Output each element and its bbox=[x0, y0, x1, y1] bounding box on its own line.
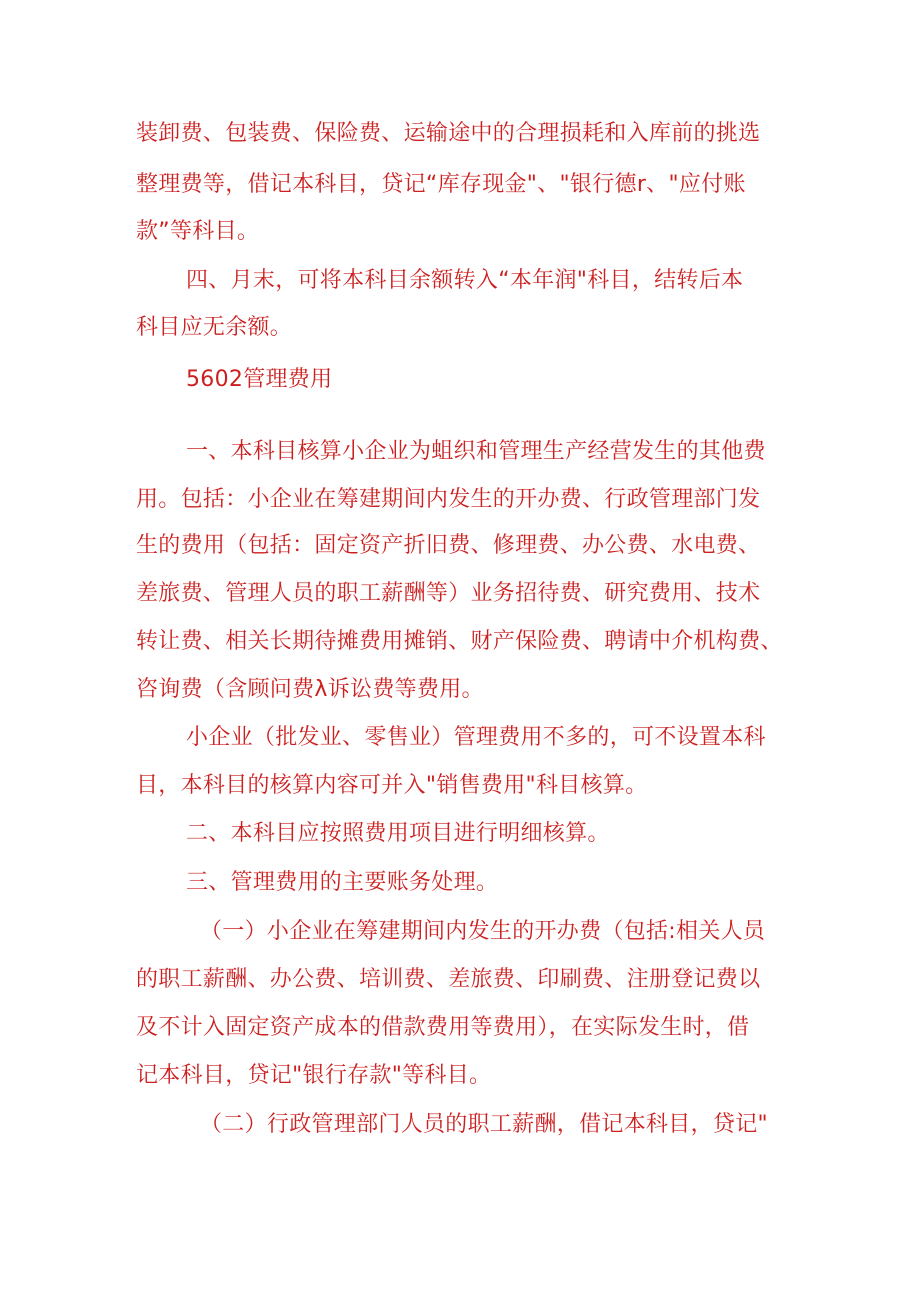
text-line: 小企业（批发业、零售业）管理费用不多的，可不设置本科 bbox=[186, 725, 766, 750]
text-line: 转让费、相关长期待摊费用摊销、财产保险费、聘请中介机构费、 bbox=[136, 629, 783, 654]
text-line: 用。包括：小企业在筹建期间内发生的开办费、行政管理部门发 bbox=[136, 487, 761, 512]
text-line: 及不计入固定资产成本的借款费用等费用），在实际发生时，借 bbox=[136, 1015, 750, 1040]
text-line: 三、管理费用的主要账务处理。 bbox=[186, 870, 499, 895]
text-line: 目，本科目的核算内容可并入"销售费用"科目核算。 bbox=[136, 773, 648, 798]
text-line: 科目应无余额。 bbox=[136, 315, 293, 340]
text-line: 二、本科目应按照费用项目进行明细核算。 bbox=[186, 821, 610, 846]
text-line: （一）小企业在筹建期间内发生的开办费（包括:相关人员 bbox=[200, 919, 766, 944]
text-line: 整理费等，借记本科目，贷记“库存现金"、"银行德r、"应付账 bbox=[136, 172, 746, 197]
text-line: 款”等科目。 bbox=[136, 219, 260, 244]
text-line: （二）行政管理部门人员的职工薪酬，借记本科目，贷记" bbox=[200, 1112, 768, 1137]
text-line: 的职工薪酬、办公费、培训费、差旅费、印刷费、注册登记费以 bbox=[136, 967, 761, 992]
text-line: 生的费用（包括：固定资产折旧费、修理费、办公费、水电费、 bbox=[136, 533, 761, 558]
text-line: 装卸费、包装费、保险费、运输途中的合理损耗和入库前的挑选 bbox=[136, 121, 761, 146]
text-line: 差旅费、管理人员的职工薪酬等）业务招待费、研究费用、技术 bbox=[136, 581, 761, 606]
text-line: 一、本科目核算小企业为蛆织和管理生产经营发生的其他费 bbox=[186, 439, 766, 464]
text-line: 四、月末，可将本科目余额转入“本年润"科目，结转后本 bbox=[186, 268, 744, 293]
text-line: 记本科目，贷记"银行存款"等科目。 bbox=[136, 1063, 492, 1088]
text-line: 咨询费（含顾问费λ诉讼费等费用。 bbox=[136, 677, 484, 702]
section-heading: 5602管理费用 bbox=[186, 367, 333, 392]
